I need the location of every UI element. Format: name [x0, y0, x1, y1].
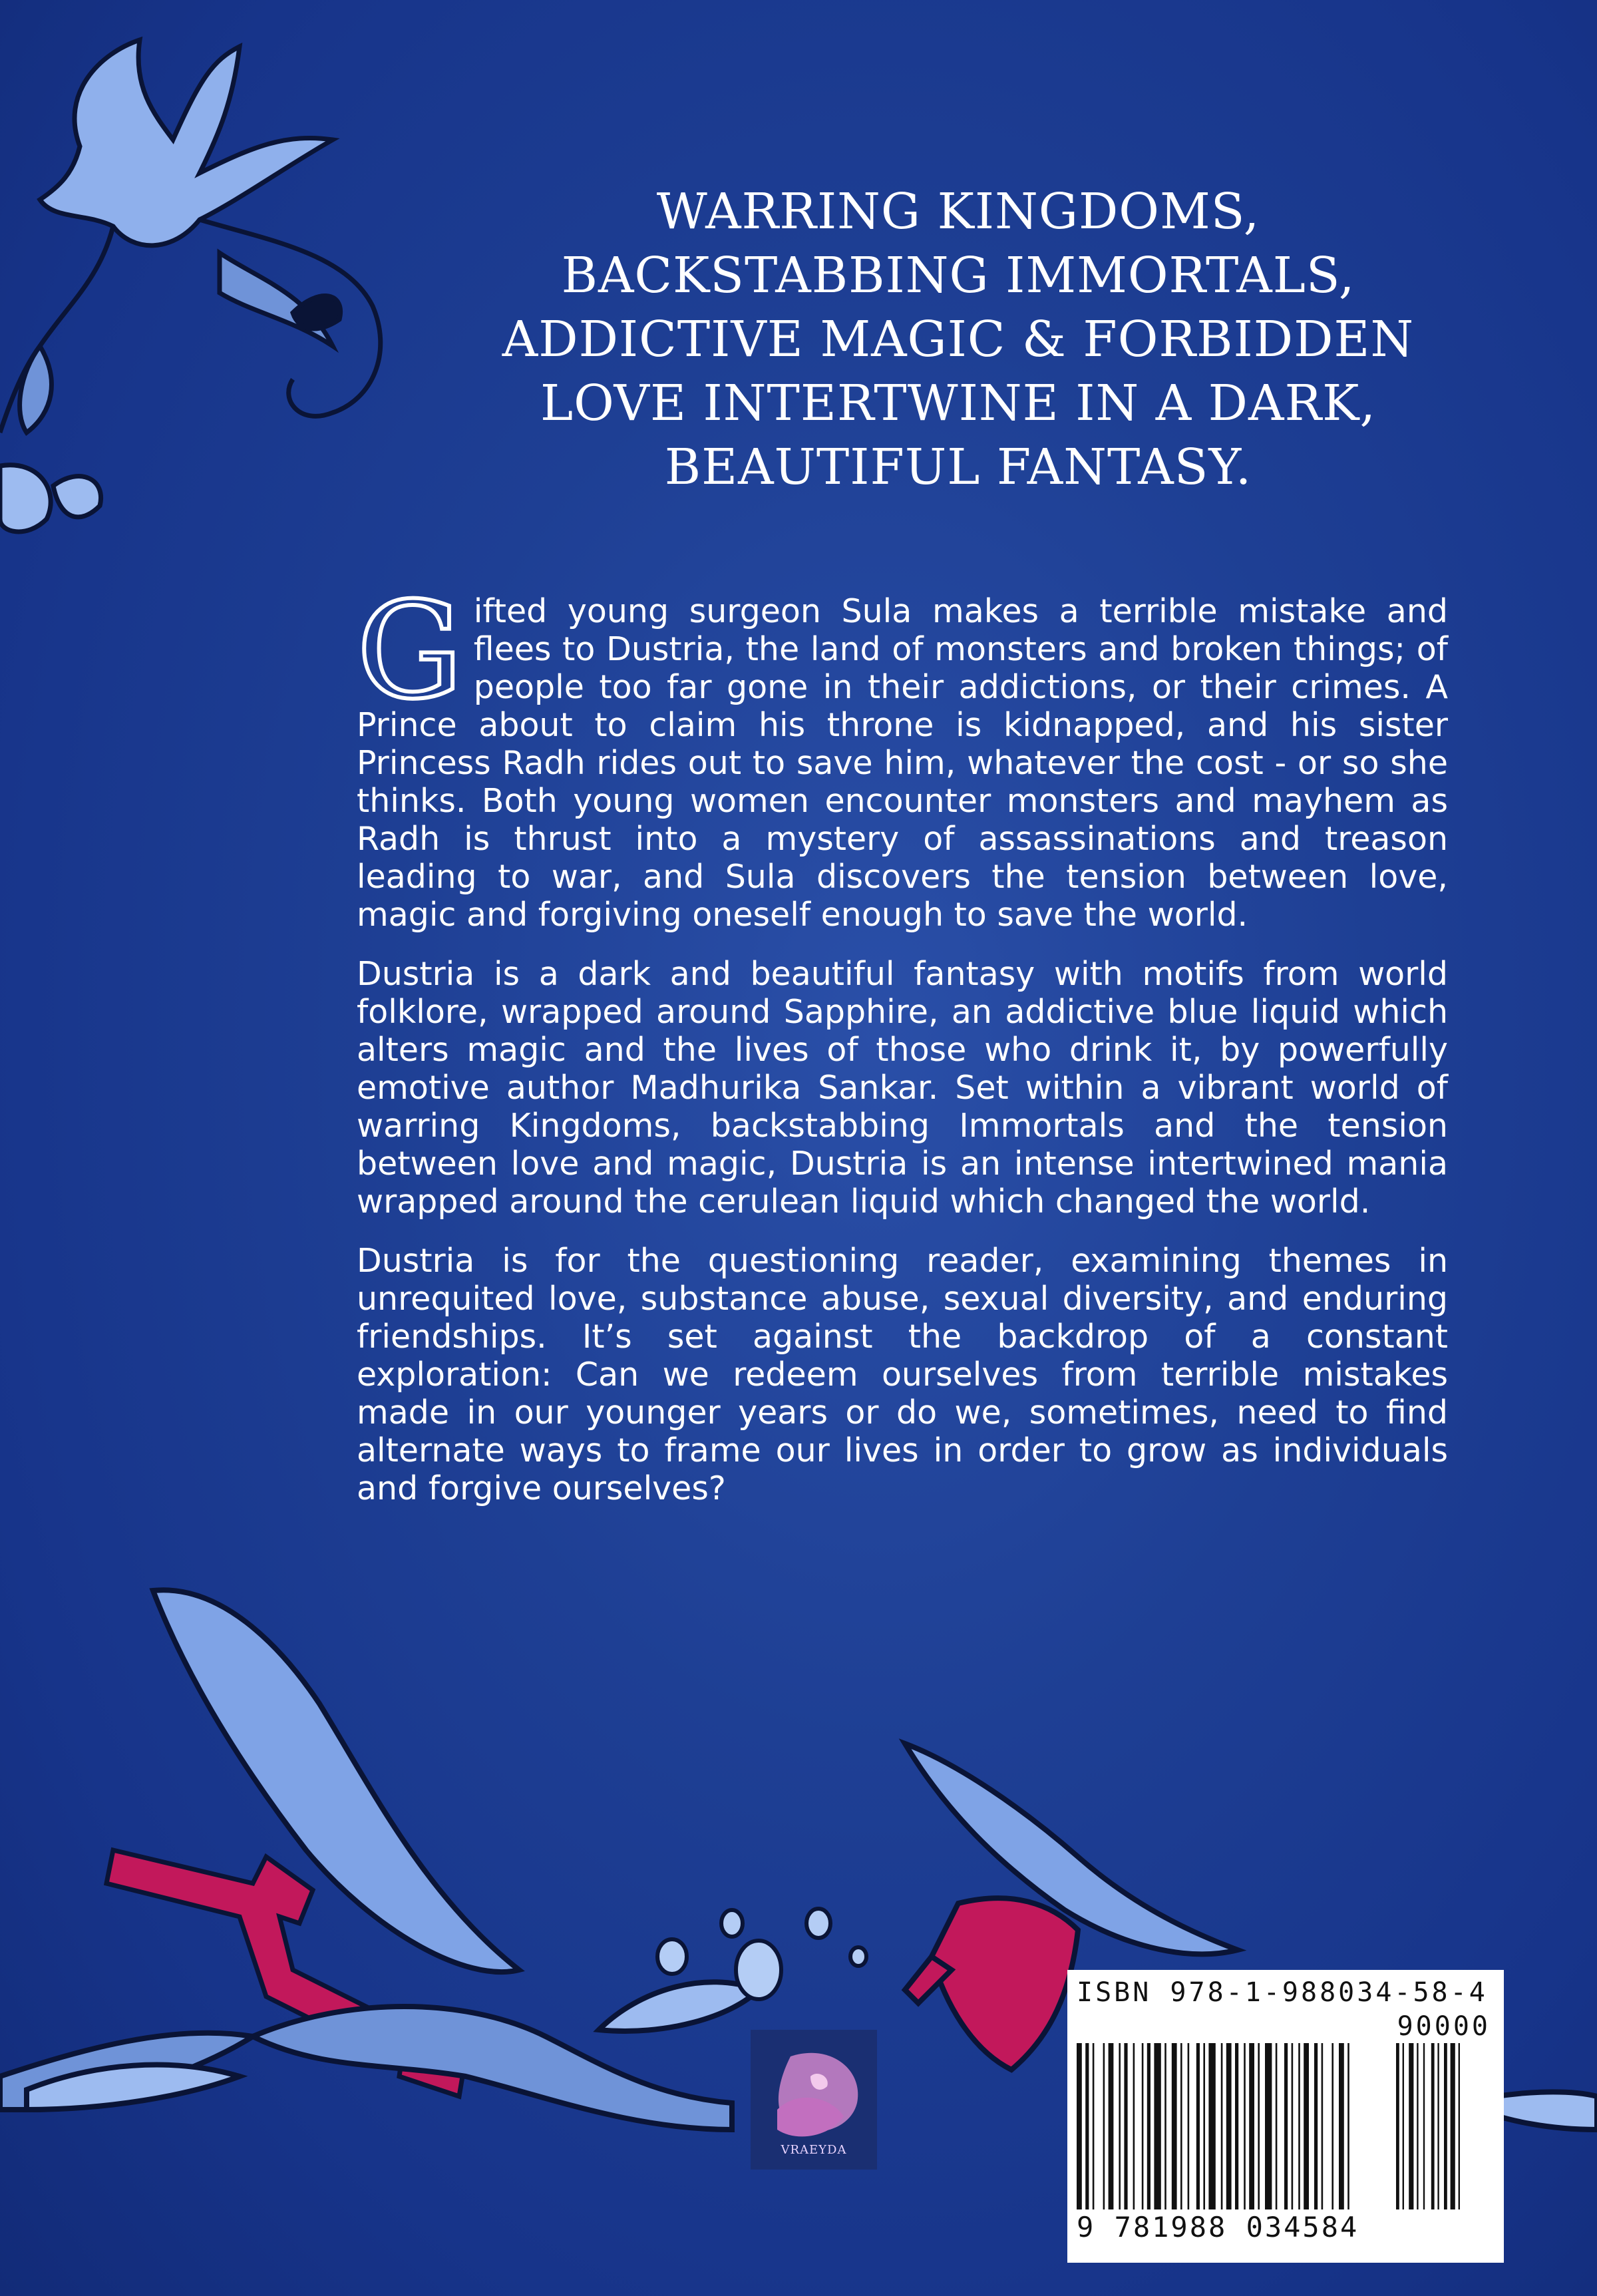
shield-icon [905, 1898, 1078, 2070]
barcode-bar [1235, 2043, 1238, 2209]
barcode-bar [1322, 2043, 1324, 2209]
barcode-bar [1142, 2043, 1144, 2209]
blurb-paragraph: Dustria is for the questioning reader, examining themes in unrequited love, substance abuse, sexual diversity, and enduring friendships. It’s set against the backdrop of a constant exploration: Can we redeem ourselves from terrible mistakes made in our younger years or do we, sometimes, need to find alternate ways to frame our lives in order to grow as individuals and forgive ourselves? [357, 1242, 1448, 1507]
barcode-bar [1226, 2043, 1232, 2209]
barcode-addon-bar [1396, 2043, 1399, 2209]
barcode-bar [1077, 2043, 1082, 2209]
barcode-bar [1292, 2043, 1294, 2209]
blurb-paragraph [357, 574, 1448, 934]
barcode-bar [1119, 2043, 1121, 2209]
barcode-addon-bar [1409, 2043, 1413, 2209]
barcode-addon-bar [1444, 2043, 1447, 2209]
barcode-bar [1164, 2043, 1166, 2209]
barcode-addon-bar [1459, 2043, 1460, 2209]
barcode-bar [1331, 2043, 1333, 2209]
barcode-bar [1304, 2043, 1309, 2209]
barcode-bar [1203, 2043, 1205, 2209]
barcode-bar [1109, 2043, 1114, 2209]
barcode-bar [1221, 2043, 1223, 2209]
barcode-digits: 9 781988 034584 [1077, 2211, 1359, 2243]
publisher-name: VRAEYDA [781, 2143, 847, 2157]
barcode-bar [1147, 2043, 1151, 2209]
isbn-label: ISBN 978-1-988034-58-4 [1077, 1977, 1488, 2008]
barcode-bar [1093, 2043, 1095, 2209]
barcode-addon-bar [1417, 2043, 1418, 2209]
barcode-bar [1347, 2043, 1349, 2209]
barcode-bar [1249, 2043, 1254, 2209]
blurb-paragraph: Dustria is a dark and beautiful fantasy with motifs from world folklore, wrapped around Sapphire, an addictive blue liquid which alters magic and the lives of those who drink it, by powerfully emotive author Madhurika Sankar. Set within a vibrant world of warring Kingdoms, backstabbing Immortals and the tension between love and magic, Dustria is an intense intertwined mania wrapped around the cerulean liquid which changed the world. [357, 955, 1448, 1221]
barcode-bar [1314, 2043, 1318, 2209]
barcode-addon-bar [1423, 2043, 1425, 2209]
barcode-addon-bar [1451, 2043, 1455, 2209]
barcode-bar [1154, 2043, 1160, 2209]
barcode-bar [1298, 2043, 1300, 2209]
drop-cap: G [357, 574, 463, 729]
barcode-bar [1244, 2043, 1246, 2209]
barcode-bar [1276, 2043, 1278, 2209]
barcode-bar [1339, 2043, 1344, 2209]
barcode-bar [1258, 2043, 1260, 2209]
barcode-addon-bar [1431, 2043, 1435, 2209]
barcode-bar [1196, 2043, 1200, 2209]
barcode-bar [1180, 2043, 1182, 2209]
barcode-bar [1103, 2043, 1105, 2209]
blurb-paragraph-text: ifted young surgeon Sula makes a terrible mistake and flees to Dustria, the land of monsters and broken things; of people too far gone in their addictions, or their crimes. A Prince about to claim his throne is kidnapped, and his sister Princess Radh rides out to save him, whatever the cost - or so she thinks. Both young women encounter monsters and mayhem as Radh is thrust into a mystery of assassinations and treason leading to war, and Sula discovers the tension between love, magic and forgiving oneself enough to save the world. [357, 592, 1448, 934]
barcode-bar [1188, 2043, 1190, 2209]
barcode-bar [1124, 2043, 1127, 2209]
barcode-bar [1208, 2043, 1215, 2209]
isbn-barcode [1067, 1970, 1504, 2263]
barcode-addon-bar [1403, 2043, 1404, 2209]
blurb [357, 574, 1448, 1529]
barcode-bar [1133, 2043, 1135, 2209]
tagline: WARRING KINGDOMS, BACKSTABBING IMMORTALS, ADDICTIVE MAGIC & FORBIDDEN LOVE INTERTWINE IN A DARK, BEAUTIFUL FANTASY. [502, 183, 1415, 496]
barcode-bar [1284, 2043, 1288, 2209]
barcode-bar [1172, 2043, 1177, 2209]
barcode-bars [1077, 2043, 1495, 2209]
barcode-bar [1265, 2043, 1272, 2209]
barcode-addon-bar [1437, 2043, 1439, 2209]
barcode-bar [1085, 2043, 1089, 2209]
barcode-addon: 90000 [1397, 2011, 1491, 2042]
lily-flower-icon [0, 40, 381, 532]
